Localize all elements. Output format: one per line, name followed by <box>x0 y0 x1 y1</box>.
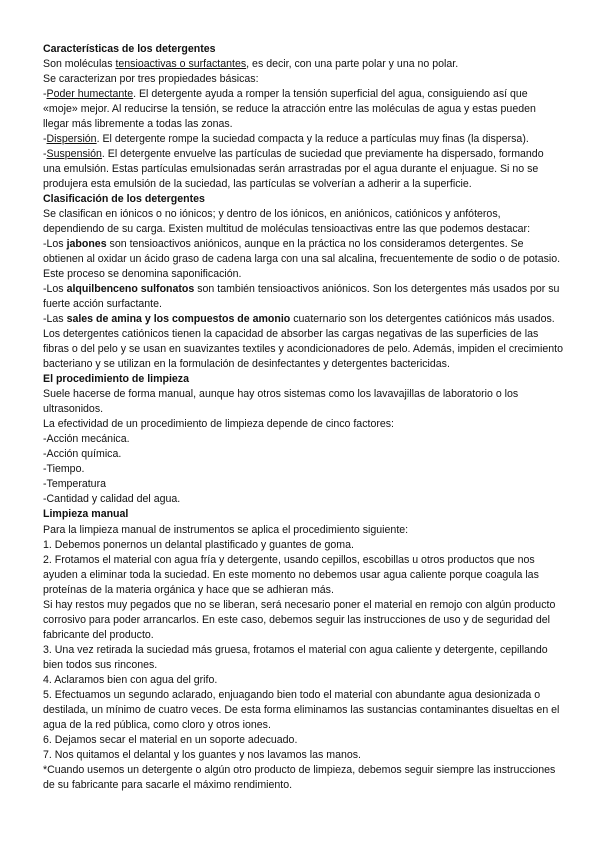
factor-item: -Temperatura <box>43 478 106 491</box>
section-title-procedimiento: El procedimiento de limpieza <box>43 373 189 386</box>
text: . El detergente ayuda a romper la tensión superficial del agua, consiguiendo así que «moje» mejor. Al reducirse la tensión, se reduce la atracción entre las moléculas de agua y estas pueden llegar más libremente a todas las zonas. <box>43 88 536 131</box>
paragraph-definicion <box>43 57 563 72</box>
text: son también tensioactivos aniónicos. Son los detergentes más usados por su fuerte acción surfactante. <box>43 283 560 311</box>
step-3: 3. Una vez retirada la suciedad más gruesa, frotamos el material con agua caliente y detergente, cepillando bien todos sus rincones. <box>43 643 548 671</box>
dash: - <box>43 148 47 161</box>
factor-item: -Cantidad y calidad del agua. <box>43 493 181 506</box>
text: -Los <box>43 283 67 296</box>
text: son tensioactivos aniónicos, aunque en la práctica no los consideramos detergentes. Se obtienen al oxidar un ácido graso de cadena larga con una sal alcalina, frecuentemente de sodio o de potasio. Este proceso se denomina saponificación. <box>43 238 561 281</box>
item-alquilbenceno <box>43 282 563 312</box>
step-1: 1. Debemos ponernos un delantal plastificado y guantes de goma. <box>43 538 354 551</box>
text: . El detergente envuelve las partículas de suciedad que previamente ha dispersado, formando una emulsión. Estas partículas emulsionadas serán arrastradas por el agua durante el enjuague. Si no se produjera esta emulsión de la suciedad, las partículas se volverían a adherir a la superficie. <box>43 148 544 191</box>
step-4: 4. Aclaramos bien con agua del grifo. <box>43 673 218 686</box>
property-suspension <box>43 147 563 192</box>
paragraph-limpieza-intro: Para la limpieza manual de instrumentos se aplica el procedimiento siguiente: <box>43 523 409 536</box>
item-sales-amina <box>43 312 563 372</box>
section-title-clasificacion: Clasificación de los detergentes <box>43 193 205 206</box>
text: . El detergente rompe la suciedad compacta y la reduce a partículas muy finas (la dispersa). <box>96 133 529 146</box>
text: -Los <box>43 238 67 251</box>
note: *Cuando usemos un detergente o algún otro producto de limpieza, debemos seguir siempre las instrucciones de su fabricante para sacarle el máximo rendimiento. <box>43 763 556 791</box>
document-page <box>43 42 563 793</box>
paragraph-propiedades: Se caracterizan por tres propiedades básicas: <box>43 73 259 86</box>
section-title-caracteristicas: Características de los detergentes <box>43 43 216 55</box>
paragraph-procedimiento: Suele hacerse de forma manual, aunque hay otros sistemas como los lavavajillas de laboratorio o los ultrasonidos. <box>43 388 519 416</box>
paragraph-restos: Si hay restos muy pegados que no se liberan, será necesario poner el material en remojo con algún producto corrosivo para poder arrancarlos. En este caso, debemos seguir las instrucciones de uso y de seguridad del fabricante del producto. <box>43 598 556 641</box>
text: , es decir, con una parte polar y una no polar. <box>246 58 459 71</box>
dash: - <box>43 88 47 101</box>
underlined-term: Suspensión <box>46 148 102 161</box>
factor-item: -Acción química. <box>43 448 122 461</box>
text: -Las <box>43 313 67 326</box>
step-5: 5. Efectuamos un segundo aclarado, enjuagando bien todo el material con abundante agua desionizada o destilada, un mínimo de cuatro veces. De esta forma eliminamos las sustancias contaminantes disueltas en el agua de la red pública, como cloro y otros iones. <box>43 688 560 731</box>
section-title-limpieza-manual: Limpieza manual <box>43 508 129 521</box>
property-dispersion <box>43 132 563 147</box>
bold-term: alquilbenceno sulfonatos <box>66 283 195 296</box>
text: Son moléculas <box>43 58 116 71</box>
underlined-term: tensioactivas o surfactantes <box>115 58 247 71</box>
property-poder-humectante <box>43 87 563 132</box>
bold-term: sales de amina y los compuestos de amonio <box>66 313 291 326</box>
text: cuaternario son los detergentes catiónicos más usados. Los detergentes catiónicos tienen la capacidad de absorber las cargas negativas de las superficies de las fibras o del pelo y se usan en suavizantes textiles y acondicionadores de pelo. Además, impiden el crecimiento bacteriano y se utilizan en la formulación de desinfectantes y detergentes bactericidas. <box>43 313 563 371</box>
underlined-term: Dispersión <box>46 133 97 146</box>
paragraph-clasificacion: Se clasifican en iónicos o no iónicos; y dentro de los iónicos, en aniónicos, catiónicos y anfóteros, dependiendo de su carga. Existen multitud de moléculas tensioactivas entre las que podemos destacar: <box>43 208 531 236</box>
paragraph-factores: La efectividad de un procedimiento de limpieza depende de cinco factores: <box>43 418 394 431</box>
underlined-term: Poder humectante <box>46 88 134 101</box>
item-jabones <box>43 237 563 282</box>
step-6: 6. Dejamos secar el material en un soporte adecuado. <box>43 733 298 746</box>
step-7: 7. Nos quitamos el delantal y los guantes y nos lavamos las manos. <box>43 748 361 761</box>
factor-item: -Tiempo. <box>43 463 85 476</box>
factor-item: -Acción mecánica. <box>43 433 130 446</box>
bold-term: jabones <box>66 238 107 251</box>
dash: - <box>43 133 47 146</box>
step-2: 2. Frotamos el material con agua fría y detergente, usando cepillos, escobillas u otros productos que nos ayuden a eliminar toda la suciedad. En este momento no debemos usar agua caliente porque coagula las proteínas de la materia orgánica y hace que se adhieran más. <box>43 553 539 596</box>
